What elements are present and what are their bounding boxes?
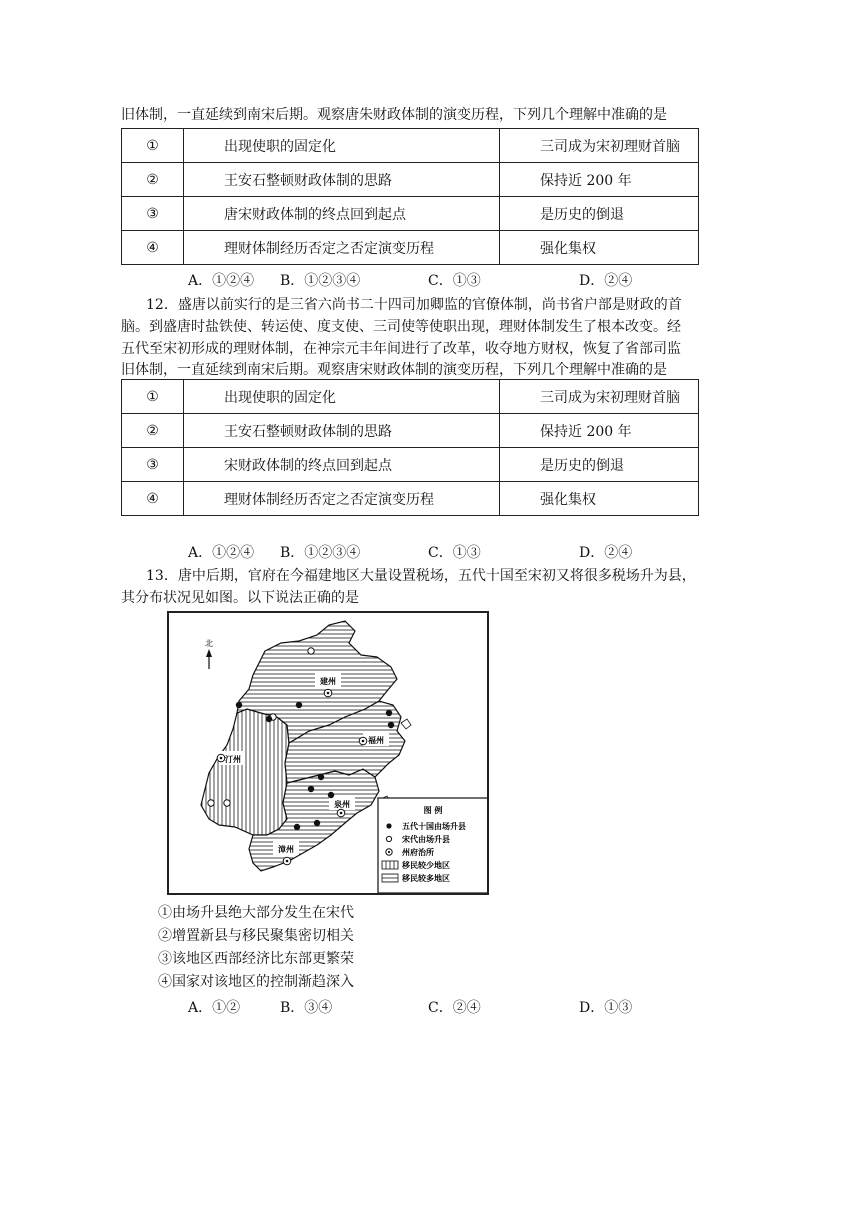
choice-a[interactable]: A．①② bbox=[188, 1000, 241, 1016]
option-right-text: 强化集权 bbox=[500, 231, 699, 265]
q13-line1: 13．唐中后期，官府在今福建地区大量设置税场，五代十国至宋初又将很多税场升为县， bbox=[146, 568, 696, 584]
option-left-text: 出现使职的固定化 bbox=[184, 380, 500, 414]
option-left-text: 宋财政体制的终点回到起点 bbox=[184, 448, 500, 482]
legend-item-five-dynasties: 五代十国由场升县 bbox=[402, 822, 466, 831]
choice-d[interactable]: D．②④ bbox=[579, 273, 633, 289]
choice-a[interactable]: A．①②④ bbox=[188, 273, 255, 289]
table-row bbox=[122, 380, 699, 414]
choice-c[interactable]: C．①③ bbox=[428, 273, 481, 289]
north-arrow bbox=[205, 638, 213, 669]
legend-item-seat: 州府治所 bbox=[402, 848, 434, 857]
option-number: ③ bbox=[122, 448, 184, 482]
option-left-text: 出现使职的固定化 bbox=[184, 129, 500, 163]
table-row bbox=[122, 448, 699, 482]
table-row bbox=[122, 163, 699, 197]
choice-d[interactable]: D．②④ bbox=[579, 545, 633, 561]
choice-c[interactable]: C．②④ bbox=[428, 1000, 481, 1016]
options-table-2 bbox=[121, 379, 699, 516]
option-left-text: 王安石整顿财政体制的思路 bbox=[184, 414, 500, 448]
legend-item-more-migrants: 移民较多地区 bbox=[402, 874, 450, 883]
option-right-text: 保持近 200 年 bbox=[500, 163, 699, 197]
statement-2: ②增置新县与移民聚集密切相关 bbox=[158, 928, 354, 944]
intro-tail: 旧体制，一直延续到南宋后期。观察唐朱财政体制的演变历程，下列几个理解中准确的是 bbox=[121, 107, 667, 123]
north-label: 北 bbox=[205, 639, 213, 648]
choice-b[interactable]: B．③④ bbox=[280, 1000, 333, 1016]
city-label-quanzhou: 泉州 bbox=[334, 800, 350, 809]
option-number: ② bbox=[122, 163, 184, 197]
q12-line3: 五代至宋初形成的理财体制，在神宗元丰年间进行了改革，收夺地方财权，恢复了省部司监 bbox=[121, 341, 681, 357]
option-number: ④ bbox=[122, 231, 184, 265]
city-label-fuzhou: 福州 bbox=[368, 736, 384, 745]
choice-c[interactable]: C．①③ bbox=[428, 545, 481, 561]
statement-4: ④国家对该地区的控制渐趋深入 bbox=[158, 974, 354, 990]
legend-item-song: 宋代由场升县 bbox=[402, 835, 450, 844]
city-label-tingzhou: 汀州 bbox=[225, 755, 241, 764]
option-number: ④ bbox=[122, 482, 184, 516]
fujian-map-svg bbox=[169, 613, 487, 893]
statement-3: ③该地区西部经济比东部更繁荣 bbox=[158, 951, 354, 967]
choice-a[interactable]: A．①②④ bbox=[188, 545, 255, 561]
fujian-map bbox=[167, 611, 489, 895]
option-number: ① bbox=[122, 380, 184, 414]
table-row bbox=[122, 197, 699, 231]
q12-line2: 脑。到盛唐时盐铁使、转运使、度支使、三司使等使职出现，理财体制发生了根本改变。经 bbox=[121, 319, 681, 335]
city-label-jianzhou: 建州 bbox=[320, 677, 336, 686]
option-number: ② bbox=[122, 414, 184, 448]
option-left-text: 王安石整顿财政体制的思路 bbox=[184, 163, 500, 197]
legend-item-fewer-migrants: 移民较少地区 bbox=[402, 861, 450, 870]
option-right-text: 三司成为宋初理财首脑 bbox=[500, 380, 699, 414]
option-left-text: 唐宋财政体制的终点回到起点 bbox=[184, 197, 500, 231]
legend-title: 图 例 bbox=[423, 806, 443, 815]
q13-line2: 其分布状况见如图。以下说法正确的是 bbox=[121, 590, 359, 606]
choice-b[interactable]: B．①②③④ bbox=[280, 545, 361, 561]
q12-line4: 旧体制，一直延续到南宋后期。观察唐宋财政体制的演变历程，下列几个理解中准确的是 bbox=[121, 362, 667, 378]
west-region bbox=[201, 709, 289, 835]
table-row bbox=[122, 231, 699, 265]
option-right-text: 强化集权 bbox=[500, 482, 699, 516]
option-number: ③ bbox=[122, 197, 184, 231]
choice-d[interactable]: D．①③ bbox=[579, 1000, 633, 1016]
choice-b[interactable]: B．①②③④ bbox=[280, 273, 361, 289]
island bbox=[401, 719, 411, 729]
option-right-text: 是历史的倒退 bbox=[500, 197, 699, 231]
table-row bbox=[122, 482, 699, 516]
option-left-text: 理财体制经历否定之否定演变历程 bbox=[184, 231, 500, 265]
option-right-text: 三司成为宋初理财首脑 bbox=[500, 129, 699, 163]
table-row bbox=[122, 129, 699, 163]
option-number: ① bbox=[122, 129, 184, 163]
q12-line1: 12．盛唐以前实行的是三省六尚书二十四司加卿监的官僚体制，尚书省户部是财政的首 bbox=[146, 297, 682, 313]
map-legend bbox=[378, 798, 487, 893]
option-right-text: 保持近 200 年 bbox=[500, 414, 699, 448]
options-table-1 bbox=[121, 128, 699, 265]
option-left-text: 理财体制经历否定之否定演变历程 bbox=[184, 482, 500, 516]
table-row bbox=[122, 414, 699, 448]
option-right-text: 是历史的倒退 bbox=[500, 448, 699, 482]
city-label-zhangzhou: 漳州 bbox=[278, 845, 294, 854]
statement-1: ①由场升县绝大部分发生在宋代 bbox=[158, 905, 354, 921]
